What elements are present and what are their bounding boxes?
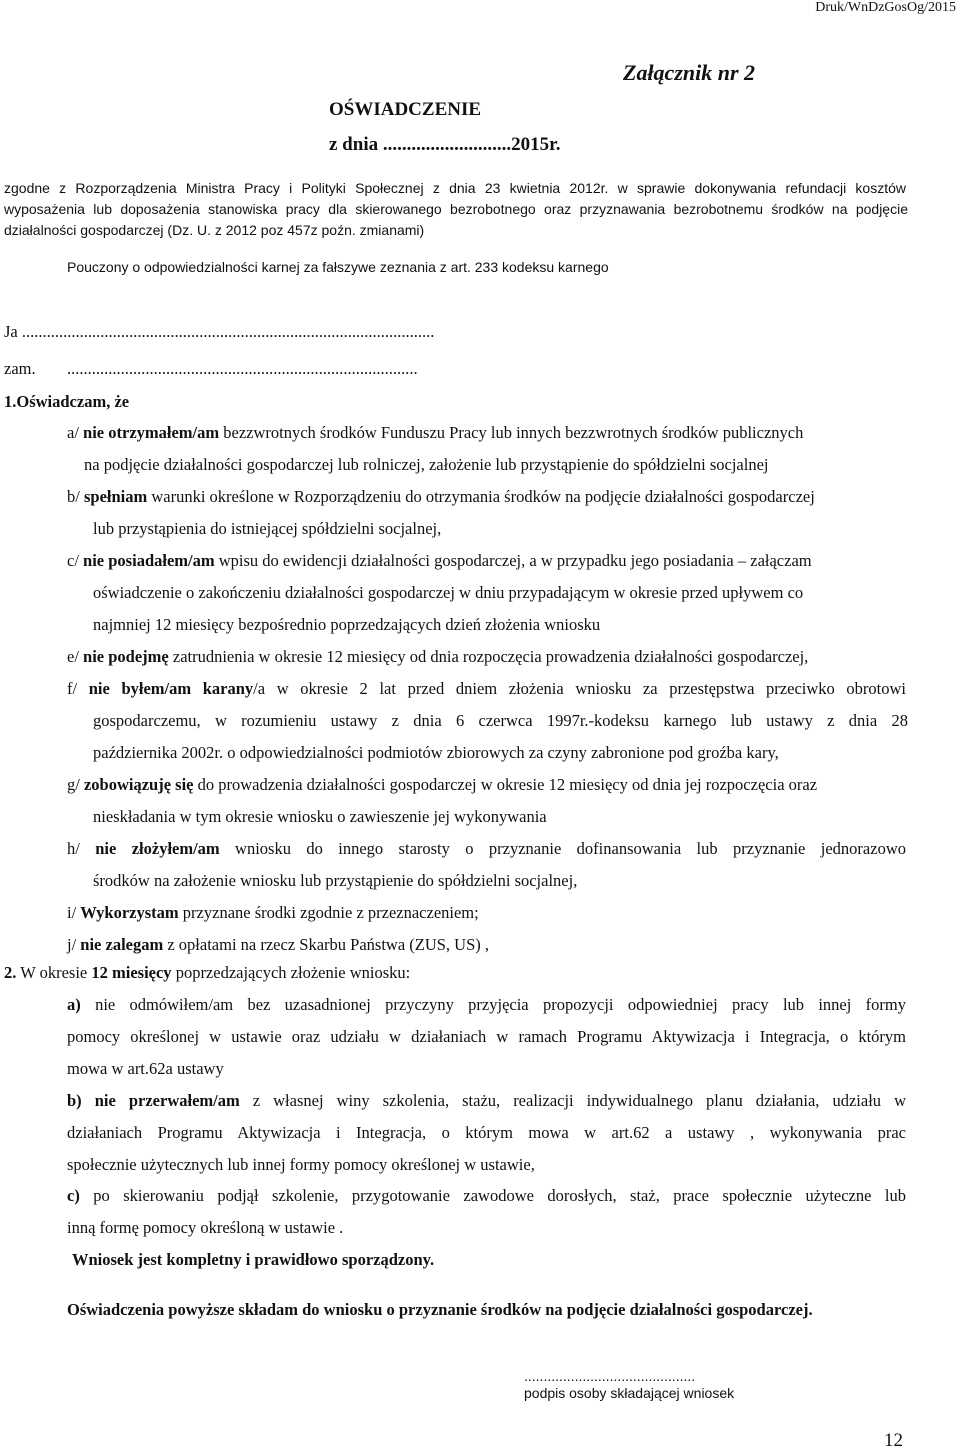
page-number: 12 [884, 1430, 903, 1451]
s2-item-b: b) nie przerwałem/am z własnej winy szkolenia, stażu, realizacji indywidualnego planu działania, udziału w [67, 1091, 906, 1110]
address-line: ..................................................................................... [67, 359, 418, 378]
signature-line: ............................................ [524, 1368, 696, 1384]
item-g: g/ zobowiązuję się do prowadzenia działalności gospodarczej w okresie 12 miesięcy od dnia jej rozpoczęcia oraz [67, 775, 818, 794]
item-f-cont-1: gospodarczemu, w rozumieniu ustawy z dnia 6 czerwca 1997r.-kodeksu karnego lub ustawy z dnia 28 [93, 711, 908, 730]
document-date: z dnia ...........................2015r. [329, 134, 561, 155]
attachment-label: Załącznik nr 2 [623, 60, 756, 85]
item-j: j/ nie zalegam z opłatami na rzecz Skarbu Państwa (ZUS, US) , [67, 935, 490, 954]
document-title: OŚWIADCZENIE [329, 99, 482, 120]
s2-item-c-cont: inną formę pomocy określoną w ustawie . [67, 1218, 344, 1237]
s2-item-b-cont-1: działaniach Programu Aktywizacja i Integracja, o którym mowa w art.62 a ustawy , wykonywania prac [67, 1123, 906, 1142]
final-statement: Oświadczenia powyższe składam do wniosku o przyznanie środków na podjęcie działalności gospodarczej. [67, 1300, 813, 1319]
item-c-cont-2: najmniej 12 miesięcy bezpośrednio poprzedzających dzień złożenia wniosku [93, 615, 601, 634]
s2-item-a: a) nie odmówiłem/am bez uzasadnionej przyczyny przyjęcia propozycji odpowiedniej pracy lub innej formy [67, 995, 906, 1014]
item-b-cont: lub przystąpienia do istniejącej spółdzielni socjalnej, [93, 519, 442, 538]
item-f-cont-2: października 2002r. o odpowiedzialności podmiotów zbiorowych za czyny zabronione pod groźba kary, [93, 743, 779, 762]
item-e: e/ nie podejmę zatrudnienia w okresie 12 miesięcy od dnia rozpoczęcia prowadzenia działalności gospodarczej, [67, 647, 809, 666]
s2-item-a-cont-2: mowa w art.62a ustawy [67, 1059, 224, 1078]
item-g-cont: nieskładania w tym okresie wniosku o zawieszenie jej wykonywania [93, 807, 547, 826]
s2-item-b-cont-2: społecznie użytecznych lub innej formy pomocy określonej w ustawie, [67, 1155, 535, 1174]
item-h: h/ nie złożyłem/am wniosku do innego starosty o przyznanie dofinansowania lub przyznanie jednorazowo [67, 839, 906, 858]
item-h-cont: środków na założenie wniosku lub przystąpienie do spółdzielni socjalnej, [93, 871, 578, 890]
form-reference: Druk/WnDzGosOg/2015 [815, 0, 956, 15]
s2-item-a-cont-1: pomocy określonej w ustawie oraz udziału w działaniach w ramach Programu Aktywizacja i Integracja, o którym [67, 1027, 906, 1046]
item-c: c/ nie posiadałem/am wpisu do ewidencji działalności gospodarczej, a w przypadku jego posiadania – załączam [67, 551, 812, 570]
legal-basis-line-1: zgodne z Rozporządzenia Ministra Pracy i Polityki Społecznej z dnia 23 kwietnia 2012r. w sprawie dokonywania refundacji kosztów [4, 180, 906, 196]
completeness-statement: Wniosek jest kompletny i prawidłowo sporządzony. [72, 1250, 435, 1269]
item-c-cont-1: oświadczenie o zakończeniu działalności gospodarczej w dniu przypadającym w okresie przed upływem co [93, 583, 804, 602]
legal-basis-line-3: działalności gospodarczej (Dz. U. z 2012 poz 457z poźn. zmianami) [4, 222, 425, 238]
section-2-heading: 2. W okresie 12 miesięcy poprzedzających złożenie wniosku: [4, 963, 411, 982]
item-i: i/ Wykorzystam przyznane środki zgodnie z przeznaczeniem; [67, 903, 479, 922]
name-line: Ja .................................................................................................... [4, 322, 435, 341]
s2-item-c: c) po skierowaniu podjął szkolenie, przygotowanie zawodowe dorosłych, staż, prace społecznie użyteczne lub [67, 1186, 906, 1205]
item-b: b/ spełniam warunki określone w Rozporządzeniu do otrzymania środków na podjęcie działalności gospodarczej [67, 487, 815, 506]
address-label: zam. [4, 359, 36, 378]
warning-note: Pouczony o odpowiedzialności karnej za fałszywe zeznania z art. 233 kodeksu karnego [67, 259, 609, 275]
section-1-heading: 1.Oświadczam, że [4, 392, 130, 411]
legal-basis-line-2: wyposażenia lub doposażenia stanowiska pracy dla skierowanego bezrobotnego oraz przyznawania bezrobotnemu środków na podjęcie [4, 201, 908, 217]
item-a-cont: na podjęcie działalności gospodarczej lub rolniczej, założenie lub przystąpienie do spółdzielni socjalnej [84, 455, 769, 474]
item-f: f/ nie byłem/am karany/a w okresie 2 lat przed dniem złożenia wniosku za przestępstwa przeciwko obrotowi [67, 679, 906, 698]
signature-label: podpis osoby składającej wniosek [524, 1385, 735, 1401]
item-a: a/ nie otrzymałem/am bezzwrotnych środków Funduszu Pracy lub innych bezzwrotnych środków publicznych [67, 423, 804, 442]
